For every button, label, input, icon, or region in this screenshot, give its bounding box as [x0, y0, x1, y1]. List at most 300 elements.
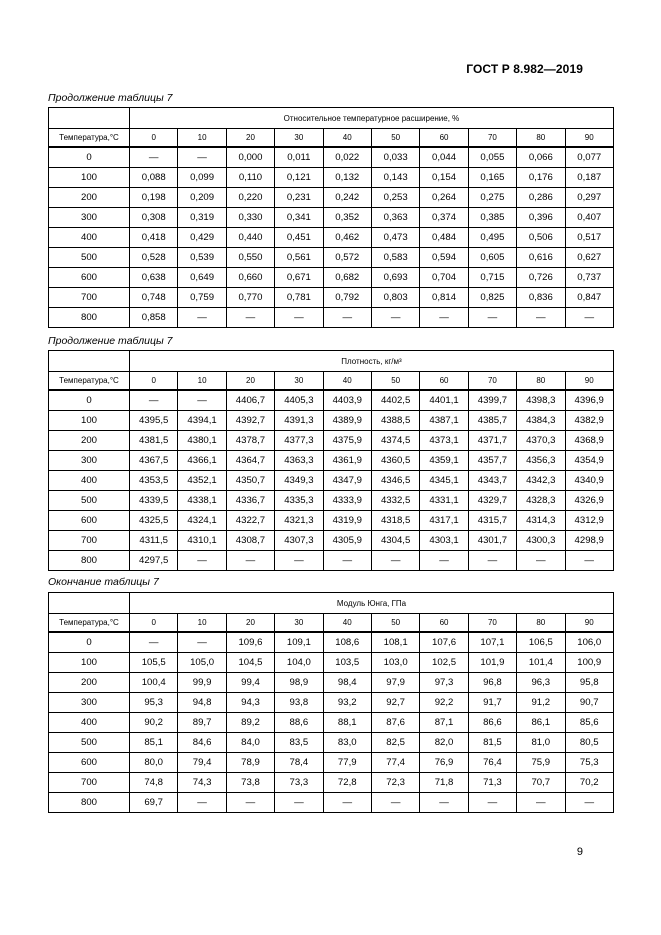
value-cell: 0,220 — [226, 188, 274, 208]
page-number: 9 — [576, 846, 583, 858]
column-header: 0 — [130, 372, 178, 391]
table-row — [49, 411, 614, 431]
row-temperature-cell: 500 — [49, 491, 130, 511]
value-cell: — — [371, 793, 419, 813]
value-cell: 4326,9 — [565, 491, 613, 511]
value-cell: 0,737 — [565, 268, 613, 288]
value-cell: 95,3 — [130, 693, 178, 713]
table-row — [49, 753, 614, 773]
value-cell: 105,0 — [178, 653, 226, 673]
value-cell: 4325,5 — [130, 511, 178, 531]
value-cell: 71,8 — [420, 773, 468, 793]
value-cell: 4373,1 — [420, 431, 468, 451]
value-cell: 91,2 — [517, 693, 565, 713]
table-row — [49, 632, 614, 653]
value-cell: 4352,1 — [178, 471, 226, 491]
value-cell: 0,484 — [420, 228, 468, 248]
table-row — [49, 733, 614, 753]
value-cell: 4367,5 — [130, 451, 178, 471]
value-cell: 4308,7 — [226, 531, 274, 551]
value-cell: 0,550 — [226, 248, 274, 268]
value-cell: 0,781 — [275, 288, 323, 308]
value-cell: 74,8 — [130, 773, 178, 793]
value-cell: 4339,5 — [130, 491, 178, 511]
row-temperature-cell: 200 — [49, 188, 130, 208]
column-header: 50 — [371, 372, 419, 391]
value-cell: 0,121 — [275, 168, 323, 188]
value-cell: 0,858 — [130, 308, 178, 328]
value-cell: 69,7 — [130, 793, 178, 813]
value-cell: 4391,3 — [275, 411, 323, 431]
data-table — [48, 107, 614, 328]
value-cell: 4385,7 — [468, 411, 516, 431]
data-table — [48, 592, 614, 813]
value-cell: 4368,9 — [565, 431, 613, 451]
value-cell: 0,407 — [565, 208, 613, 228]
value-cell: 4353,5 — [130, 471, 178, 491]
value-cell: 0,374 — [420, 208, 468, 228]
value-cell: 84,0 — [226, 733, 274, 753]
column-header: 60 — [420, 129, 468, 148]
column-header: 30 — [275, 372, 323, 391]
value-cell: 73,8 — [226, 773, 274, 793]
value-cell: 97,9 — [371, 673, 419, 693]
value-cell: 108,1 — [371, 632, 419, 653]
value-cell: 0,649 — [178, 268, 226, 288]
value-cell: 0,462 — [323, 228, 371, 248]
value-cell: — — [226, 308, 274, 328]
value-cell: 4354,9 — [565, 451, 613, 471]
table-caption: Окончание таблицы 7 — [48, 576, 159, 588]
value-cell: 4318,5 — [371, 511, 419, 531]
value-cell: 90,7 — [565, 693, 613, 713]
column-header: 10 — [178, 129, 226, 148]
value-cell: 4332,5 — [371, 491, 419, 511]
row-temperature-cell: 700 — [49, 773, 130, 793]
value-cell: 4370,3 — [517, 431, 565, 451]
value-cell: 4317,1 — [420, 511, 468, 531]
column-header: 90 — [565, 372, 613, 391]
table-row — [49, 308, 614, 328]
column-header: 90 — [565, 614, 613, 633]
value-cell: 4403,9 — [323, 390, 371, 411]
value-cell: 81,5 — [468, 733, 516, 753]
row-temperature-cell: 100 — [49, 653, 130, 673]
table-title: Модуль Юнга, ГПа — [130, 593, 614, 614]
value-cell: — — [565, 308, 613, 328]
value-cell: — — [468, 551, 516, 571]
value-cell: — — [371, 551, 419, 571]
value-cell: 4311,5 — [130, 531, 178, 551]
value-cell: 4300,3 — [517, 531, 565, 551]
value-cell: 0,594 — [420, 248, 468, 268]
value-cell: — — [130, 632, 178, 653]
table-row — [49, 268, 614, 288]
value-cell: 4377,3 — [275, 431, 323, 451]
value-cell: 0,726 — [517, 268, 565, 288]
value-cell: 80,5 — [565, 733, 613, 753]
value-cell: — — [130, 390, 178, 411]
value-cell: 0,231 — [275, 188, 323, 208]
row-temperature-cell: 100 — [49, 411, 130, 431]
row-temperature-cell: 700 — [49, 288, 130, 308]
row-temperature-cell: 0 — [49, 147, 130, 168]
value-cell: 86,1 — [517, 713, 565, 733]
value-cell: 73,3 — [275, 773, 323, 793]
table-title: Относительное температурное расширение, % — [130, 108, 614, 129]
value-cell: 0,715 — [468, 268, 516, 288]
value-cell: 4388,5 — [371, 411, 419, 431]
value-cell: 0,308 — [130, 208, 178, 228]
value-cell: 4298,9 — [565, 531, 613, 551]
table-row — [49, 551, 614, 571]
column-header-temperature: Температура,°C — [49, 372, 130, 391]
header-row — [49, 614, 614, 633]
value-cell: 0,143 — [371, 168, 419, 188]
value-cell: 94,8 — [178, 693, 226, 713]
value-cell: 0,836 — [517, 288, 565, 308]
row-temperature-cell: 600 — [49, 268, 130, 288]
value-cell: 0,825 — [468, 288, 516, 308]
value-cell: 4335,3 — [275, 491, 323, 511]
value-cell: — — [275, 551, 323, 571]
column-header: 40 — [323, 129, 371, 148]
value-cell: 0,385 — [468, 208, 516, 228]
value-cell: 0,616 — [517, 248, 565, 268]
row-temperature-cell: 400 — [49, 713, 130, 733]
table-row — [49, 451, 614, 471]
value-cell: 100,9 — [565, 653, 613, 673]
value-cell: — — [178, 551, 226, 571]
value-cell: 0,506 — [517, 228, 565, 248]
value-cell: 107,1 — [468, 632, 516, 653]
value-cell: 98,4 — [323, 673, 371, 693]
value-cell: 96,3 — [517, 673, 565, 693]
header-row — [49, 129, 614, 148]
value-cell: 0,297 — [565, 188, 613, 208]
value-cell: 71,3 — [468, 773, 516, 793]
value-cell: 4356,3 — [517, 451, 565, 471]
header-row — [49, 372, 614, 391]
value-cell: 82,5 — [371, 733, 419, 753]
table-row — [49, 431, 614, 451]
value-cell: 0,440 — [226, 228, 274, 248]
value-cell: 0,814 — [420, 288, 468, 308]
value-cell: 0,605 — [468, 248, 516, 268]
value-cell: — — [178, 632, 226, 653]
column-header: 80 — [517, 372, 565, 391]
value-cell: 4314,3 — [517, 511, 565, 531]
table-row — [49, 188, 614, 208]
value-cell: 99,4 — [226, 673, 274, 693]
value-cell: 4398,3 — [517, 390, 565, 411]
column-header: 20 — [226, 614, 274, 633]
value-cell: 0,077 — [565, 147, 613, 168]
value-cell: 93,8 — [275, 693, 323, 713]
row-temperature-cell: 300 — [49, 208, 130, 228]
value-cell: — — [371, 308, 419, 328]
value-cell: 98,9 — [275, 673, 323, 693]
value-cell: 0,022 — [323, 147, 371, 168]
column-header: 80 — [517, 614, 565, 633]
table-title: Плотность, кг/м³ — [130, 351, 614, 372]
value-cell: 0,099 — [178, 168, 226, 188]
value-cell: 0,770 — [226, 288, 274, 308]
column-header: 40 — [323, 614, 371, 633]
value-cell: 4359,1 — [420, 451, 468, 471]
row-temperature-cell: 600 — [49, 753, 130, 773]
row-temperature-cell: 200 — [49, 673, 130, 693]
value-cell: 4387,1 — [420, 411, 468, 431]
value-cell: 0,165 — [468, 168, 516, 188]
value-cell: 106,0 — [565, 632, 613, 653]
value-cell: 4399,7 — [468, 390, 516, 411]
value-cell: 100,4 — [130, 673, 178, 693]
value-cell: 87,1 — [420, 713, 468, 733]
value-cell: 0,803 — [371, 288, 419, 308]
column-header: 60 — [420, 372, 468, 391]
value-cell: 0,638 — [130, 268, 178, 288]
value-cell: 105,5 — [130, 653, 178, 673]
value-cell: 0,682 — [323, 268, 371, 288]
table-row — [49, 511, 614, 531]
column-header: 30 — [275, 129, 323, 148]
value-cell: — — [275, 308, 323, 328]
value-cell: — — [178, 147, 226, 168]
value-cell: 0,341 — [275, 208, 323, 228]
table-row — [49, 208, 614, 228]
column-header: 0 — [130, 129, 178, 148]
value-cell: 4364,7 — [226, 451, 274, 471]
value-cell: 0,055 — [468, 147, 516, 168]
value-cell: — — [468, 308, 516, 328]
value-cell: 4303,1 — [420, 531, 468, 551]
value-cell: 85,1 — [130, 733, 178, 753]
value-cell: 0,011 — [275, 147, 323, 168]
value-cell: 0,319 — [178, 208, 226, 228]
value-cell: 0,671 — [275, 268, 323, 288]
column-header: 10 — [178, 614, 226, 633]
value-cell: 96,8 — [468, 673, 516, 693]
value-cell: 0,396 — [517, 208, 565, 228]
value-cell: 4401,1 — [420, 390, 468, 411]
value-cell: 0,792 — [323, 288, 371, 308]
value-cell: 0,451 — [275, 228, 323, 248]
value-cell: 0,495 — [468, 228, 516, 248]
value-cell: 74,3 — [178, 773, 226, 793]
value-cell: 92,2 — [420, 693, 468, 713]
value-cell: 0,352 — [323, 208, 371, 228]
value-cell: 4402,5 — [371, 390, 419, 411]
value-cell: 108,6 — [323, 632, 371, 653]
value-cell: 4310,1 — [178, 531, 226, 551]
value-cell: 4304,5 — [371, 531, 419, 551]
value-cell: — — [178, 308, 226, 328]
value-cell: 0,264 — [420, 188, 468, 208]
column-header: 60 — [420, 614, 468, 633]
value-cell: 4381,5 — [130, 431, 178, 451]
value-cell: 0,330 — [226, 208, 274, 228]
value-cell: 0,561 — [275, 248, 323, 268]
value-cell: 4328,3 — [517, 491, 565, 511]
value-cell: 0,748 — [130, 288, 178, 308]
value-cell: 90,2 — [130, 713, 178, 733]
row-temperature-cell: 300 — [49, 451, 130, 471]
value-cell: 94,3 — [226, 693, 274, 713]
value-cell: 4371,7 — [468, 431, 516, 451]
value-cell: 85,6 — [565, 713, 613, 733]
value-cell: 75,3 — [565, 753, 613, 773]
table-row — [49, 288, 614, 308]
row-temperature-cell: 400 — [49, 228, 130, 248]
column-header: 20 — [226, 372, 274, 391]
value-cell: 4349,3 — [275, 471, 323, 491]
value-cell: 4406,7 — [226, 390, 274, 411]
value-cell: 0,539 — [178, 248, 226, 268]
column-header-temperature: Температура,°C — [49, 614, 130, 633]
value-cell: 4363,3 — [275, 451, 323, 471]
value-cell: 104,0 — [275, 653, 323, 673]
column-header: 50 — [371, 129, 419, 148]
value-cell: 89,7 — [178, 713, 226, 733]
row-temperature-cell: 300 — [49, 693, 130, 713]
table-row — [49, 531, 614, 551]
value-cell: 0,286 — [517, 188, 565, 208]
value-cell: 4307,3 — [275, 531, 323, 551]
value-cell: 0,275 — [468, 188, 516, 208]
data-table — [48, 350, 614, 571]
value-cell: — — [420, 551, 468, 571]
value-cell: 0,473 — [371, 228, 419, 248]
value-cell: 104,5 — [226, 653, 274, 673]
value-cell: — — [226, 793, 274, 813]
value-cell: — — [565, 793, 613, 813]
value-cell: 103,5 — [323, 653, 371, 673]
value-cell: 82,0 — [420, 733, 468, 753]
value-cell: — — [178, 390, 226, 411]
value-cell: 4345,1 — [420, 471, 468, 491]
value-cell: 86,6 — [468, 713, 516, 733]
value-cell: 89,2 — [226, 713, 274, 733]
table-caption: Продолжение таблицы 7 — [48, 92, 173, 104]
table-row — [49, 147, 614, 168]
value-cell: 4305,9 — [323, 531, 371, 551]
table-row — [49, 248, 614, 268]
value-cell: 84,6 — [178, 733, 226, 753]
value-cell: 4360,5 — [371, 451, 419, 471]
column-header: 10 — [178, 372, 226, 391]
value-cell: 77,4 — [371, 753, 419, 773]
column-header: 20 — [226, 129, 274, 148]
value-cell: 76,4 — [468, 753, 516, 773]
row-temperature-cell: 800 — [49, 551, 130, 571]
value-cell: — — [565, 551, 613, 571]
value-cell: 91,7 — [468, 693, 516, 713]
column-header: 70 — [468, 614, 516, 633]
value-cell: 106,5 — [517, 632, 565, 653]
value-cell: 93,2 — [323, 693, 371, 713]
value-cell: — — [130, 147, 178, 168]
table-row — [49, 693, 614, 713]
value-cell: 0,209 — [178, 188, 226, 208]
value-cell: 0,253 — [371, 188, 419, 208]
table-row — [49, 653, 614, 673]
value-cell: 4329,7 — [468, 491, 516, 511]
table-row — [49, 491, 614, 511]
row-temperature-cell: 100 — [49, 168, 130, 188]
value-cell: 0,198 — [130, 188, 178, 208]
value-cell: 0,132 — [323, 168, 371, 188]
value-cell: — — [517, 308, 565, 328]
column-header: 70 — [468, 129, 516, 148]
value-cell: 4382,9 — [565, 411, 613, 431]
table-row — [49, 471, 614, 491]
value-cell: 4301,7 — [468, 531, 516, 551]
value-cell: 109,6 — [226, 632, 274, 653]
value-cell: 0,000 — [226, 147, 274, 168]
value-cell: 4321,3 — [275, 511, 323, 531]
row-temperature-cell: 500 — [49, 733, 130, 753]
value-cell: 92,7 — [371, 693, 419, 713]
value-cell: 0,847 — [565, 288, 613, 308]
column-header: 50 — [371, 614, 419, 633]
value-cell: — — [323, 793, 371, 813]
value-cell: 0,759 — [178, 288, 226, 308]
value-cell: 4315,7 — [468, 511, 516, 531]
value-cell: 72,3 — [371, 773, 419, 793]
row-temperature-cell: 600 — [49, 511, 130, 531]
table-row — [49, 168, 614, 188]
value-cell: 4405,3 — [275, 390, 323, 411]
value-cell: 4346,5 — [371, 471, 419, 491]
value-cell: 4384,3 — [517, 411, 565, 431]
value-cell: 103,0 — [371, 653, 419, 673]
value-cell: 0,660 — [226, 268, 274, 288]
value-cell: — — [517, 793, 565, 813]
value-cell: 4395,5 — [130, 411, 178, 431]
value-cell: 70,7 — [517, 773, 565, 793]
value-cell: 4350,7 — [226, 471, 274, 491]
row-temperature-cell: 400 — [49, 471, 130, 491]
value-cell: 4336,7 — [226, 491, 274, 511]
table-row — [49, 773, 614, 793]
value-cell: — — [275, 793, 323, 813]
value-cell: 72,8 — [323, 773, 371, 793]
column-header-temperature: Температура,°C — [49, 129, 130, 148]
table-row — [49, 228, 614, 248]
value-cell: 76,9 — [420, 753, 468, 773]
table-row — [49, 793, 614, 813]
value-cell: 0,176 — [517, 168, 565, 188]
value-cell: 102,5 — [420, 653, 468, 673]
value-cell: — — [420, 308, 468, 328]
value-cell: 4375,9 — [323, 431, 371, 451]
value-cell: 0,066 — [517, 147, 565, 168]
row-temperature-cell: 700 — [49, 531, 130, 551]
row-temperature-cell: 0 — [49, 390, 130, 411]
column-header: 0 — [130, 614, 178, 633]
value-cell: 0,429 — [178, 228, 226, 248]
value-cell: 79,4 — [178, 753, 226, 773]
value-cell: 0,088 — [130, 168, 178, 188]
value-cell: 0,187 — [565, 168, 613, 188]
value-cell: 80,0 — [130, 753, 178, 773]
value-cell: 0,693 — [371, 268, 419, 288]
value-cell: 4380,1 — [178, 431, 226, 451]
value-cell: 4374,5 — [371, 431, 419, 451]
value-cell: 83,0 — [323, 733, 371, 753]
value-cell: 4347,9 — [323, 471, 371, 491]
